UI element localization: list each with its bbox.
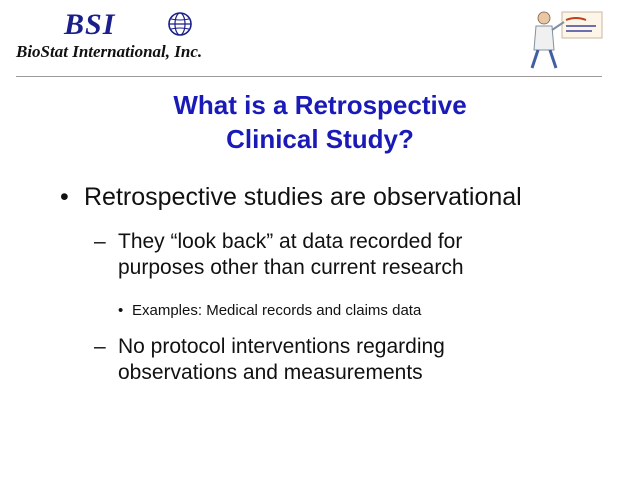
- bullet-marker: •: [60, 183, 69, 211]
- bullet-marker: •: [118, 302, 124, 319]
- bullet-text-line-1: They “look back” at data recorded for: [118, 230, 463, 253]
- bullet-level-3: [118, 301, 421, 321]
- bullet-level-2: [94, 334, 445, 386]
- bullet-marker: –: [94, 230, 106, 253]
- bullet-level-2: [94, 229, 464, 281]
- header-divider: [16, 76, 602, 77]
- title-line-2: Clinical Study?: [226, 124, 414, 154]
- globe-icon: [168, 12, 192, 36]
- bullet-marker: –: [94, 335, 106, 358]
- bullet-text-line-1: No protocol interventions regarding: [118, 335, 445, 358]
- bullet-text-line-2: purposes other than current research: [118, 256, 464, 279]
- bullet-text: Retrospective studies are observational: [84, 183, 522, 211]
- bullet-text-line-2: observations and measurements: [118, 361, 423, 384]
- bullet-text: Examples: Medical records and claims data: [132, 302, 422, 319]
- doctor-mascot-icon: [524, 6, 606, 72]
- slide-title: [60, 88, 580, 156]
- bullet-level-1: [60, 182, 522, 212]
- title-line-1: What is a Retrospective: [173, 90, 467, 120]
- logo-letters: BSI: [64, 8, 116, 41]
- company-name: BioStat International, Inc.: [16, 42, 203, 61]
- company-logo: [16, 6, 246, 66]
